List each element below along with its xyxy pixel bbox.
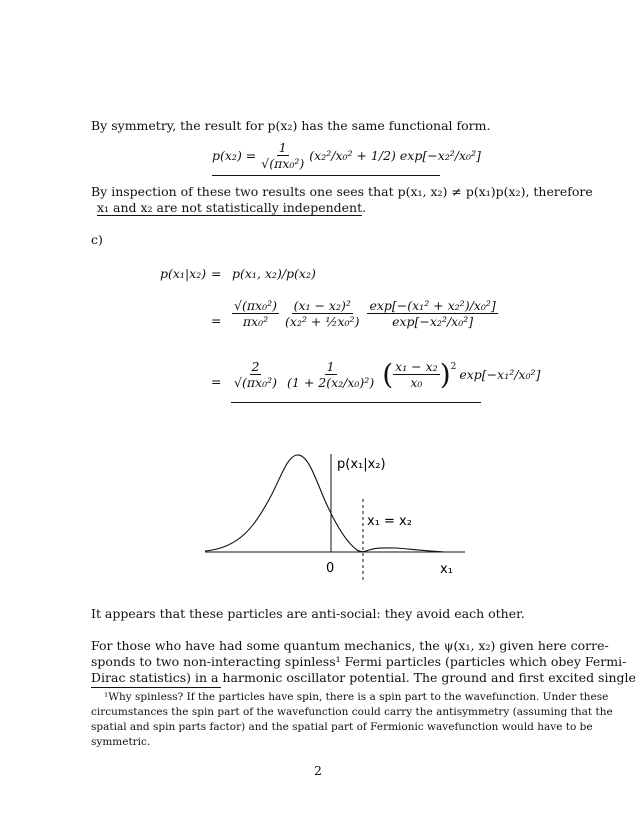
footnote-line-4: symmetric. [91,736,151,748]
eq2-l3-den2: (1 + 2(x₂/x₀)²) [287,375,375,390]
eq2-l3-exponent: 2 [450,362,457,372]
eq2-lhs: p(x₁|x₂) [160,266,207,281]
eq1-numerator: 1 [278,139,287,155]
eq2-equals-2: = [211,313,222,328]
probability-curve [205,455,445,552]
eq1-lhs: p(x₂) = [212,147,257,163]
eq2-l3-num3: x₁ − x₂ [395,359,438,374]
footnote-line-2: circumstances the spin part of the wavefunction could carry the antisymmetry (assuming that the [91,706,613,718]
paragraph-symmetry: By symmetry, the result for p(x₂) has the same functional form. [91,118,491,133]
eq2-l2-den3: exp[−x₂²/x₀²] [392,314,474,329]
paragraph-quantum-line-2: sponds to two non-interacting spinless¹ Fermi particles (particles which obey Fermi- [91,654,627,669]
eq2-l3-tail: exp[−x₁²/x₀²] [459,367,541,382]
eq2-l3-num2: 1 [326,359,335,374]
paragraph-inspection: By inspection of these two results one sees that p(x₁, x₂) ≠ p(x₁)p(x₂), therefore [91,184,593,199]
eq2-l3-den3: x₀ [410,375,423,390]
eq2-l3-num1: 2 [251,359,260,374]
footnote-line-1: ¹Why spinless? If the particles have spin, there is a spin part to the wavefunction. Under these [104,691,609,703]
plot-origin-label: 0 [326,561,335,576]
eq2-equals-1: = [211,266,222,281]
plot-annotation: x₁ = x₂ [367,514,412,529]
eq2-underline [231,402,481,403]
eq2-l2-den1: πx₀² [242,314,269,329]
period: . [362,200,367,215]
eq1-underline [212,175,440,176]
footnote-line-3: spatial and spin parts factor) and the spatial part of Fermionic wavefunction would have to be [91,721,593,733]
footnote-rule [91,687,221,688]
eq2-equals-3: = [211,374,222,389]
eq2-line2 [232,298,498,329]
eq2-l2-num2: (x₁ − x₂)² [293,298,351,313]
paragraph-anti-social: It appears that these particles are anti-social: they avoid each other. [91,606,525,621]
conditional-probability-plot [200,444,480,584]
eq2-line3: $\frac{2}{\text{√(πx₀²)}}$ $\frac{1}{\text{(1 + 2(x₂/x₀)²)}}$ ( $\frac{\text{x₁ − x₂}}{\text{x₀}}$ ) $^2$ exp[−x₁²/x₀²] [234,358,541,391]
eq1-denominator: √(πx₀²) [261,155,305,171]
eq1-rhs: (x₂²/x₀² + 1/2) exp[−x₂²/x₀²] [309,147,481,163]
paragraph-independence [97,200,366,216]
independence-conclusion: x₁ and x₂ are not statistically independent [97,200,363,215]
plot-ylabel: p(x₁|x₂) [337,457,386,472]
paragraph-quantum-line-3: Dirac statistics) in a harmonic oscillator potential. The ground and first excited single [91,670,636,685]
eq2-l2-num1: √(πx₀²) [234,298,278,313]
equation-p-x2 [212,134,481,176]
part-label: c) [91,232,103,247]
page-number: 2 [314,763,322,778]
eq2-l2-num3: exp[−(x₁² + x₂²)/x₀²] [369,298,496,313]
eq2-l2-den2: (x₂² + ½x₀²) [285,314,360,329]
eq2-line1: p(x₁, x₂)/p(x₂) [232,266,316,281]
eq2-l3-den1: √(πx₀²) [234,375,278,390]
plot-xlabel: x₁ [440,562,453,577]
paragraph-quantum-line-1: For those who have had some quantum mechanics, the ψ(x₁, x₂) given here corre- [91,638,609,653]
